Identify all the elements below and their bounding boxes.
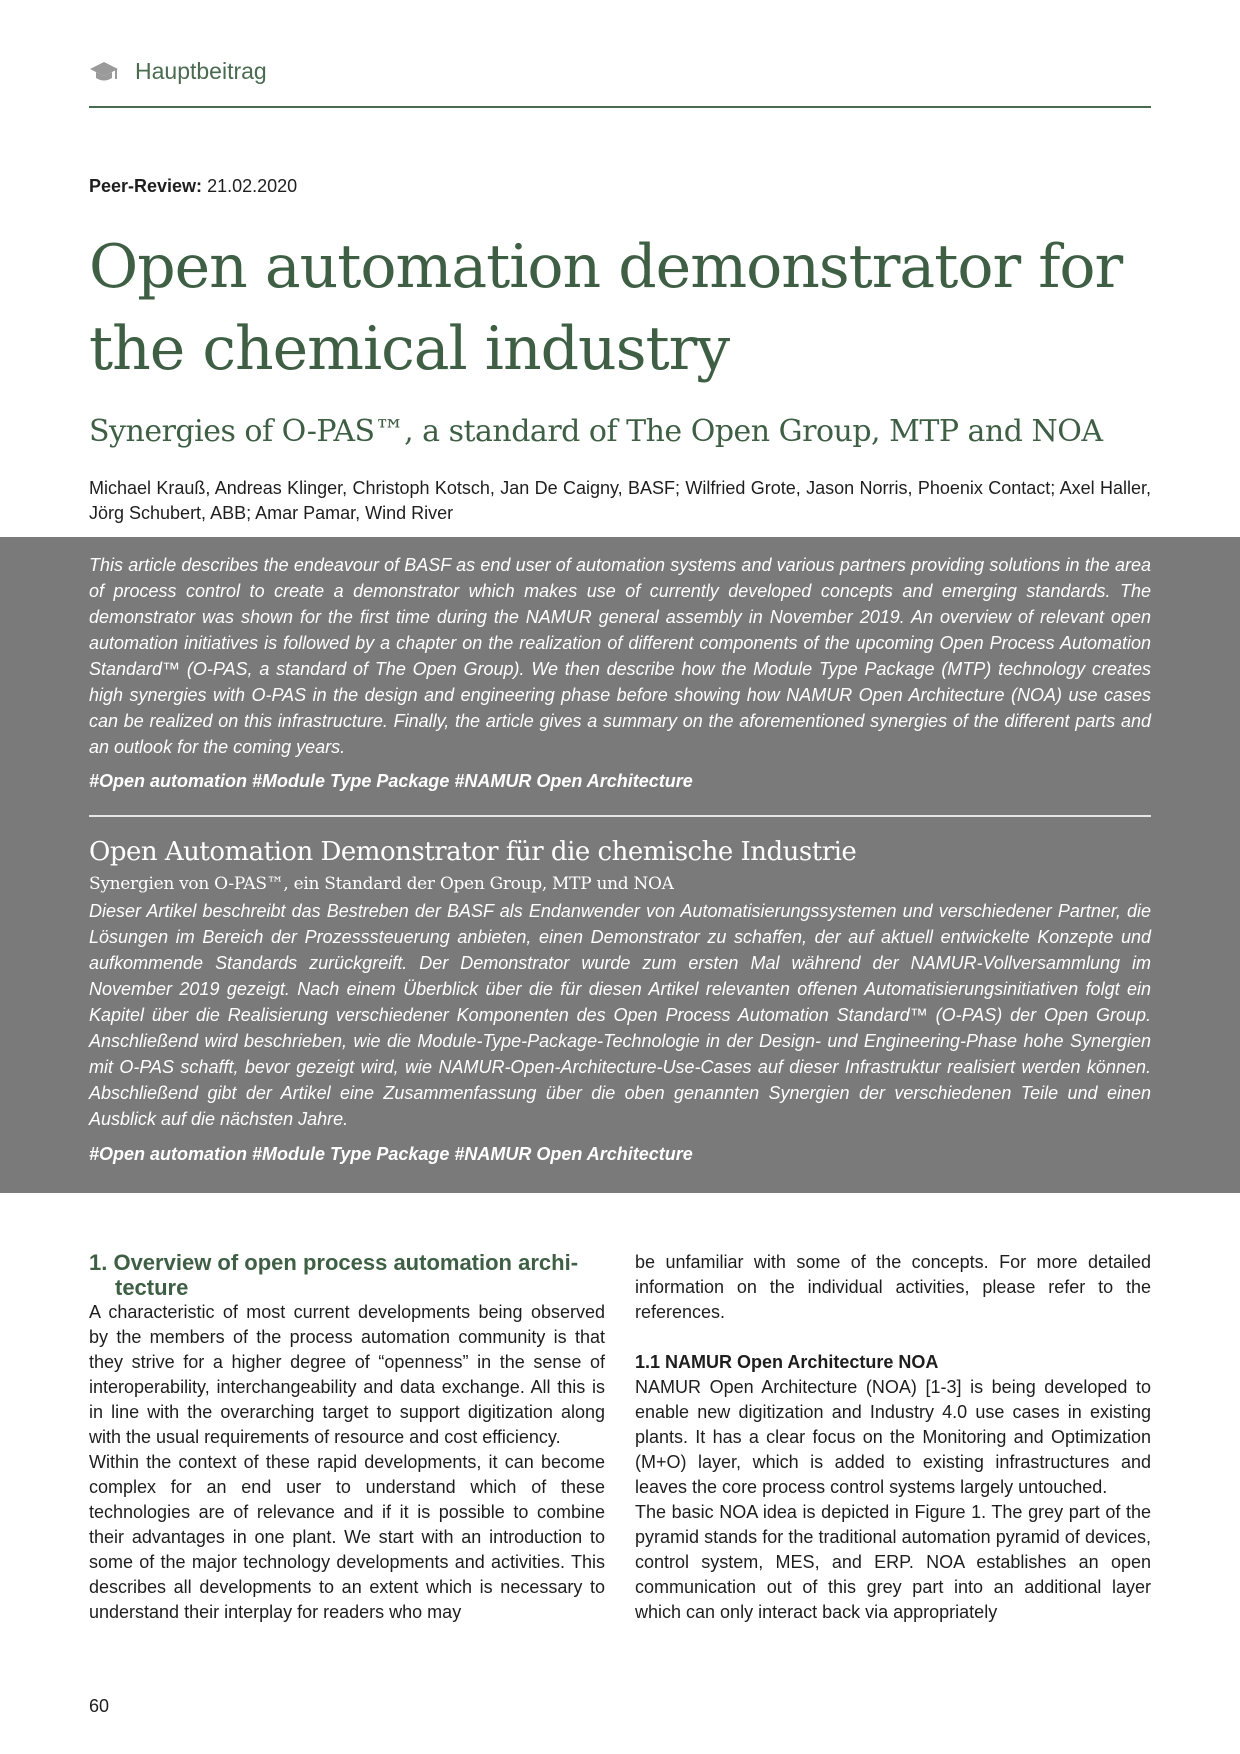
section-1-1-paragraph-2: The basic NOA idea is depicted in Figure 1. The grey part of the pyramid stands for the traditional automation pyramid of devices, control system, MES, and ERP. NOA establishes an open communication out of this grey part into an additional layer which can only interact back via appropriately xyxy=(635,1502,1151,1622)
article-subtitle: Synergies of O-PAS™, a standard of The Open Group, MTP and NOA xyxy=(89,414,1103,449)
keywords-english: #Open automation #Module Type Package #NAMUR Open Architecture xyxy=(89,771,693,791)
author-list: Michael Krauß, Andreas Klinger, Christoph Kotsch, Jan De Caigny, BASF; Wilfried Grote, Jason Norris, Phoenix Contact; Axel Haller, Jörg Schubert, ABB; Amar Pamar, Wind River xyxy=(89,478,1151,523)
section-1-1-heading: 1.1 NAMUR Open Architecture NOA xyxy=(635,1352,939,1372)
peer-review-label: Peer-Review: xyxy=(89,176,203,196)
paragraph-gap xyxy=(635,1325,1151,1350)
abstract-german: Dieser Artikel beschreibt das Bestreben der BASF als Endanwender von Automatisierungssystemen und verschiedener Partner, die Lösungen im Bereich der Prozesssteuerung anbieten, einen Demonstrator zu schaffen, der auf aktuell entwickelte Konzepte und aufkommende Standards zurückgreift. Der Demonstrator wurde zum ersten Mal während der NAMUR-Vollversammlung im November 2019 gezeigt. Nach einem Überblick über die für diesen Artikel relevanten offenen Automatisierungsinitiativen folgt ein Kapitel über die Realisierung verschiedener Komponenten des Open Process Automation Standard™ (O-PAS) der Open Group. Anschließend wird beschrieben, wie die Module-Type-Package-Technologie in der Design- und Engineering-Phase hohe Synergien mit O-PAS schafft, bevor gezeigt wird, wie NAMUR-Open-Architecture-Use-Cases auf dieser Infrastruktur realisiert werden können. Abschließend gibt der Artikel eine Zusammenfassung über die oben genannten Synergien der verschiedenen Teile und einen Ausblick auf die nächsten Jahre. xyxy=(89,901,1151,1129)
section-1-1-paragraph-1: NAMUR Open Architecture (NOA) [1-3] is being developed to enable new digitization and Industry 4.0 use cases in existing plants. It has a clear focus on the Monitoring and Optimization (M+O) layer, which is added to existing infrastructures and leaves the core process control systems largely untouched. xyxy=(635,1377,1151,1497)
section-label: Hauptbeitrag xyxy=(135,58,267,84)
abstract-divider xyxy=(89,815,1151,817)
article-title xyxy=(89,226,1159,390)
page-header xyxy=(89,52,1151,108)
body-column-left xyxy=(89,1250,605,1625)
section-1-heading: 1. Overview of open process automation architecture xyxy=(89,1250,579,1300)
german-subtitle: Synergien von O-PAS™, ein Standard der Open Group, MTP und NOA xyxy=(89,874,674,894)
body-column-right xyxy=(635,1250,1151,1625)
section-1-paragraph-3: be unfamiliar with some of the concepts. For more detailed information on the individual activities, please refer to the references. xyxy=(635,1252,1151,1322)
abstract-english: This article describes the endeavour of BASF as end user of automation systems and various partners providing solutions in the area of process control to create a demonstrator which makes use of currently developed concepts and emerging standards. The demonstrator was shown for the first time during the NAMUR general assembly in November 2019. An overview of relevant open automation initiatives is followed by a chapter on the realization of different components of the upcoming Open Process Automation Standard™ (O-PAS, a standard of The Open Group). We then describe how the Module Type Package (MTP) technology creates high synergies with O-PAS in the design and engineering phase before showing how NAMUR Open Architecture (NOA) use cases can be realized on this infrastructure. Finally, the article gives a summary on the aforementioned synergies of the different parts and an outlook for the coming years. xyxy=(89,555,1151,757)
section-1-paragraph-1: A characteristic of most current developments being observed by the members of the process automation community is that they strive for a higher degree of “openness” in the sense of interoperability, interchangeability and data exchange. All this is in line with the overarching target to support digitization along with the usual requirements of resource and cost efficiency. xyxy=(89,1302,605,1447)
section-1-paragraph-2: Within the context of these rapid developments, it can become complex for an end user to understand which of these technologies are of relevance and if it is possible to combine their advantages in one plant. We start with an introduction to some of the major technology developments and activities. This describes all developments to an extent which is necessary to understand their interplay for readers who may xyxy=(89,1452,605,1622)
page-number: 60 xyxy=(89,1696,110,1716)
title-line-1: Open automation demonstrator for xyxy=(89,232,1123,302)
title-line-2: the chemical industry xyxy=(89,314,730,384)
peer-review-line xyxy=(89,176,297,197)
peer-review-date: 21.02.2020 xyxy=(207,176,298,196)
german-title: Open Automation Demonstrator für die chemische Industrie xyxy=(89,837,857,867)
graduation-cap-icon xyxy=(89,60,119,84)
abstract-box xyxy=(0,537,1240,1193)
keywords-german: #Open automation #Module Type Package #NAMUR Open Architecture xyxy=(89,1144,693,1164)
